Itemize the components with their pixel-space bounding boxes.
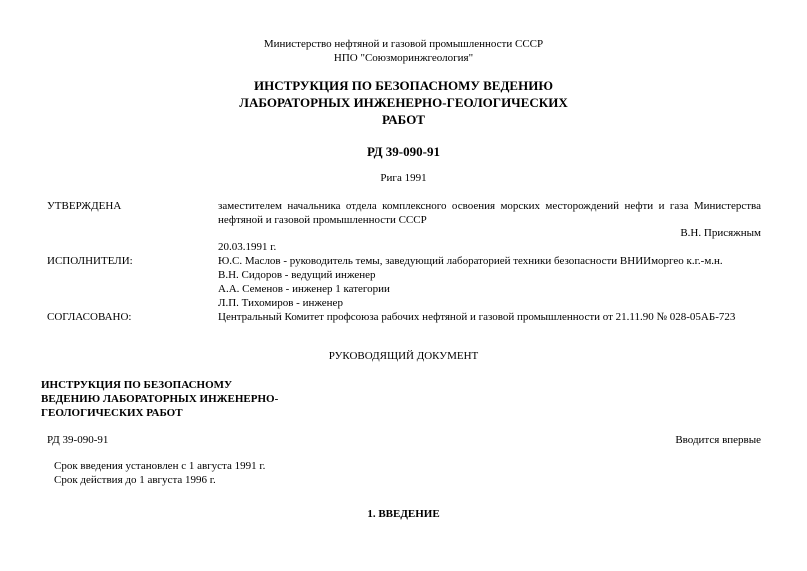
term-end: Срок действия до 1 августа 1996 г.: [54, 474, 216, 486]
performer-1: Ю.С. Маслов - руководитель темы, заведующий лабораторией техники безопасности ВНИИморгео к.г.-м.н.: [218, 255, 723, 267]
organization-line: НПО "Союзморинжгеология": [333, 52, 474, 64]
approved-name: В.Н. Присяжным: [680, 227, 761, 239]
guiding-title: [41, 378, 278, 420]
guiding-title-line-2: ВЕДЕНИЮ ЛАБОРАТОРНЫХ ИНЖЕНЕРНО-: [41, 393, 279, 405]
agreed-text: Центральный Комитет профсоюза рабочих нефтяной и газовой промышленности от 21.11.90 № 028-05АБ-723: [218, 311, 736, 323]
performer-3: А.А. Семенов - инженер 1 категории: [218, 283, 390, 295]
title-line-2: ЛАБОРАТОРНЫХ ИНЖЕНЕРНО-ГЕОЛОГИЧЕСКИХ: [239, 95, 568, 110]
approved-label: УТВЕРЖДЕНА: [47, 200, 122, 212]
term-start: Срок введения установлен с 1 августа 1991 г.: [54, 460, 266, 472]
guiding-code: РД 39-090-91: [47, 434, 109, 446]
introduced-note: Вводится впервые: [675, 434, 761, 446]
section-1-heading: 1. ВВЕДЕНИЕ: [367, 508, 440, 520]
agreed-label: СОГЛАСОВАНО:: [47, 311, 132, 323]
place-year: Рига 1991: [380, 172, 427, 184]
approved-date: 20.03.1991 г.: [218, 241, 277, 253]
ministry-line: Министерство нефтяной и газовой промышленности СССР: [263, 38, 544, 50]
title-line-3: РАБОТ: [382, 112, 425, 127]
title-line-1: ИНСТРУКЦИЯ ПО БЕЗОПАСНОМУ ВЕДЕНИЮ: [254, 78, 553, 93]
document-title: [0, 77, 807, 128]
approved-text: заместителем начальника отдела комплексного освоения морских месторождений нефти и газа Министерства нефтяной и газовой промышленности СССР: [218, 200, 761, 226]
performer-4: Л.П. Тихомиров - инженер: [218, 297, 343, 309]
performer-2: В.Н. Сидоров - ведущий инженер: [218, 269, 376, 281]
guiding-heading: РУКОВОДЯЩИЙ ДОКУМЕНТ: [328, 350, 479, 362]
guiding-title-line-1: ИНСТРУКЦИЯ ПО БЕЗОПАСНОМУ: [41, 379, 233, 391]
guiding-title-line-3: ГЕОЛОГИЧЕСКИХ РАБОТ: [41, 407, 183, 419]
document-code: РД 39-090-91: [367, 144, 440, 159]
performers-label: ИСПОЛНИТЕЛИ:: [47, 255, 133, 267]
